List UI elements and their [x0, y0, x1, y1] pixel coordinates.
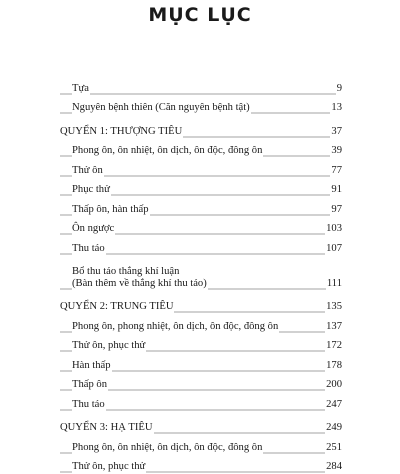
toc-page-number: 91	[330, 184, 342, 196]
toc-entry	[60, 139, 342, 159]
toc-entry-title-line: Bổ thu táo thắng khí luận	[72, 266, 207, 278]
toc-entry-title	[72, 223, 115, 235]
toc-entry-title	[72, 321, 279, 333]
toc-entry-title-line: Thử ôn, phục thử	[72, 461, 145, 473]
table-of-contents	[60, 76, 342, 474]
toc-entry-title-line: Phong ôn, phong nhiệt, ôn dịch, ôn độc, đông ôn	[72, 321, 278, 333]
toc-entry	[60, 353, 342, 373]
toc-entry-title-line: Ôn ngược	[72, 223, 114, 235]
toc-entry	[60, 178, 342, 198]
toc-entry-title	[72, 360, 112, 372]
toc-entry-subtitle-line: (Bàn thêm về thắng khí thu táo)	[72, 278, 207, 290]
toc-entry-title	[72, 340, 146, 352]
toc-entry-title-line: Thử ôn, phục thử	[72, 340, 145, 352]
toc-entry	[60, 217, 342, 237]
toc-page-number: 9	[336, 83, 342, 95]
toc-entry	[60, 197, 342, 217]
toc-entry	[60, 373, 342, 393]
toc-page-number: 135	[325, 301, 342, 313]
toc-entry-title-line: Phong ôn, ôn nhiệt, ôn dịch, ôn độc, đông ôn	[72, 442, 262, 454]
toc-entry-title-line: Thử ôn	[72, 165, 103, 177]
toc-entry-title	[72, 379, 108, 391]
toc-page-number: 172	[325, 340, 342, 352]
toc-page-number: 107	[325, 243, 342, 255]
toc-page-number: 13	[330, 102, 342, 114]
toc-entry	[60, 334, 342, 354]
toc-entry-title	[60, 126, 183, 138]
toc-entry-title	[72, 442, 263, 454]
toc-entry-title	[72, 204, 150, 216]
toc-page-number: 249	[325, 422, 342, 434]
toc-entry-title	[72, 145, 263, 157]
toc-entry-title-line: Phong ôn, ôn nhiệt, ôn dịch, ôn độc, đông ôn	[72, 145, 262, 157]
toc-entry-title	[72, 184, 111, 196]
toc-entry-title	[72, 243, 106, 255]
toc-entry	[60, 236, 342, 256]
toc-entry-title	[72, 83, 90, 95]
toc-entry-title	[72, 102, 251, 114]
toc-entry-title-line: Thu táo	[72, 399, 105, 411]
toc-entry-title-line: QUYỂN 2: TRUNG TIÊU	[60, 301, 173, 313]
toc-entry	[60, 314, 342, 334]
toc-entry-title-line: Tựa	[72, 83, 89, 95]
toc-entry-title-line: Hàn thấp	[72, 360, 111, 372]
toc-entry	[60, 392, 342, 412]
toc-page-number: 37	[330, 126, 342, 138]
toc-page-number: 200	[325, 379, 342, 391]
toc-entry-title	[72, 266, 208, 290]
toc-section-heading	[60, 119, 342, 139]
toc-entry-title-line: Thấp ôn, hàn thấp	[72, 204, 149, 216]
toc-entry-title-line: Thấp ôn	[72, 379, 107, 391]
toc-page-number: 39	[330, 145, 342, 157]
toc-page-number: 178	[325, 360, 342, 372]
toc-entry	[60, 455, 342, 474]
toc-entry-title-line: Nguyên bệnh thiên (Căn nguyên bệnh tật)	[72, 102, 250, 114]
toc-entry	[60, 96, 342, 116]
toc-entry-title-line: QUYỂN 3: HẠ TIÊU	[60, 422, 153, 434]
toc-page-number: 247	[325, 399, 342, 411]
toc-entry-title-line: Phục thử	[72, 184, 110, 196]
toc-entry	[60, 435, 342, 455]
toc-page-number: 77	[330, 165, 342, 177]
toc-entry-title-line: QUYỂN 1: THƯỢNG TIÊU	[60, 126, 182, 138]
toc-entry-title	[72, 165, 104, 177]
toc-page-number: 284	[325, 461, 342, 473]
toc-entry-title	[72, 461, 146, 473]
toc-page-number: 251	[325, 442, 342, 454]
page-title: MỤC LỤC	[0, 4, 400, 26]
toc-entry-title-line: Thu táo	[72, 243, 105, 255]
toc-entry-title	[60, 301, 174, 313]
toc-section-heading	[60, 295, 342, 315]
toc-page-number: 137	[325, 321, 342, 333]
toc-entry	[60, 76, 342, 96]
toc-entry	[60, 158, 342, 178]
toc-entry-title	[60, 422, 154, 434]
toc-entry	[60, 256, 342, 291]
toc-entry-title	[72, 399, 106, 411]
toc-page-number: 103	[325, 223, 342, 235]
toc-section-heading	[60, 416, 342, 436]
toc-page-number: 97	[330, 204, 342, 216]
toc-page-number: 111	[326, 278, 342, 290]
